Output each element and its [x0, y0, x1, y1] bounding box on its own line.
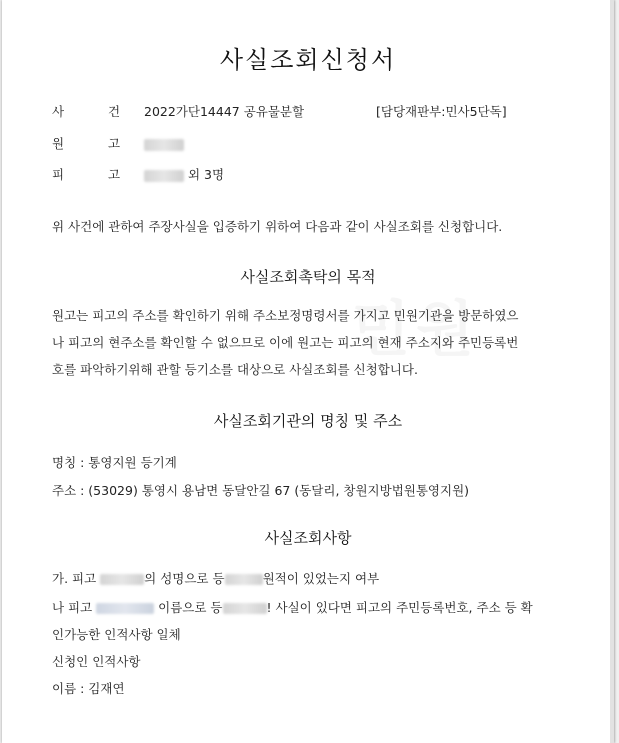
- defendant-label-char1: 피: [52, 167, 65, 182]
- redaction-blur: [100, 574, 144, 585]
- redaction-blur: [225, 574, 263, 585]
- page-edge: [610, 0, 614, 743]
- redaction-blur: [144, 139, 184, 151]
- applicant-name: 이름 : 김재연: [52, 681, 125, 696]
- redaction-blur: [144, 170, 184, 182]
- defendant-value: [144, 166, 224, 184]
- purpose-line-2: 나 피고의 현주소를 확인할 수 없으므로 이에 원고는 피고의 현재 주소지와 주민등록번: [52, 335, 519, 350]
- case-number: 2022가단14447 공유물분할: [144, 104, 305, 119]
- case-label-char2: 건: [108, 104, 121, 119]
- plaintiff-label-char1: 원: [52, 136, 65, 151]
- intro-paragraph: 위 사건에 관하여 주장사실을 입증하기 위하여 다음과 같이 사실조회를 신청합니다.: [52, 219, 503, 234]
- document-page: [2, 0, 614, 743]
- redaction-blur: [96, 603, 154, 614]
- purpose-line-1: 원고는 피고의 주소를 확인하기 위해 주소보정명령서를 가지고 민원기관을 방문하였으: [52, 308, 519, 323]
- institution-address: 주소 : (53029) 통영시 용남면 동달안길 67 (동달리, 창원지방법원통영지원): [52, 483, 470, 498]
- case-label-char1: 사: [52, 104, 65, 119]
- applicant-heading: 신청인 인적사항: [52, 654, 141, 669]
- plaintiff-name-redacted: [144, 135, 184, 153]
- item-2-prefix: 나 피고: [52, 600, 97, 615]
- plaintiff-label-char2: 고: [108, 136, 121, 151]
- defendant-label-char2: 고: [108, 167, 121, 182]
- defendant-suffix: 외 3명: [187, 167, 225, 182]
- redaction-blur: [223, 603, 267, 614]
- item-2-suffix: ! 사실이 있다면 피고의 주민등록번호, 주소 등 확: [266, 600, 533, 615]
- institution-name: 명칭 : 통영지원 등기계: [52, 455, 177, 470]
- item-2-continuation: 인가능한 인적사항 일체: [52, 627, 181, 642]
- case-department: [담당재판부:민사5단독]: [376, 104, 507, 119]
- purpose-line-3: 호를 파악하기위해 관할 등기소를 대상으로 사실조회를 신청합니다.: [52, 362, 418, 377]
- item-1-prefix: 가. 피고: [52, 571, 101, 586]
- purpose-heading: 사실조회촉탁의 목적: [240, 268, 376, 286]
- item-1: [52, 569, 379, 587]
- document-title: 사실조회신청서: [219, 46, 397, 74]
- item-1-mid: 의 성명으로 등: [144, 571, 225, 586]
- item-2: [52, 598, 533, 616]
- item-2-mid: 이름으로 등: [154, 600, 223, 615]
- item-1-suffix: 원적이 있었는지 여부: [262, 571, 380, 586]
- items-heading: 사실조회사항: [264, 529, 352, 547]
- institution-heading: 사실조회기관의 명칭 및 주소: [213, 412, 403, 430]
- purpose-body: [52, 302, 572, 383]
